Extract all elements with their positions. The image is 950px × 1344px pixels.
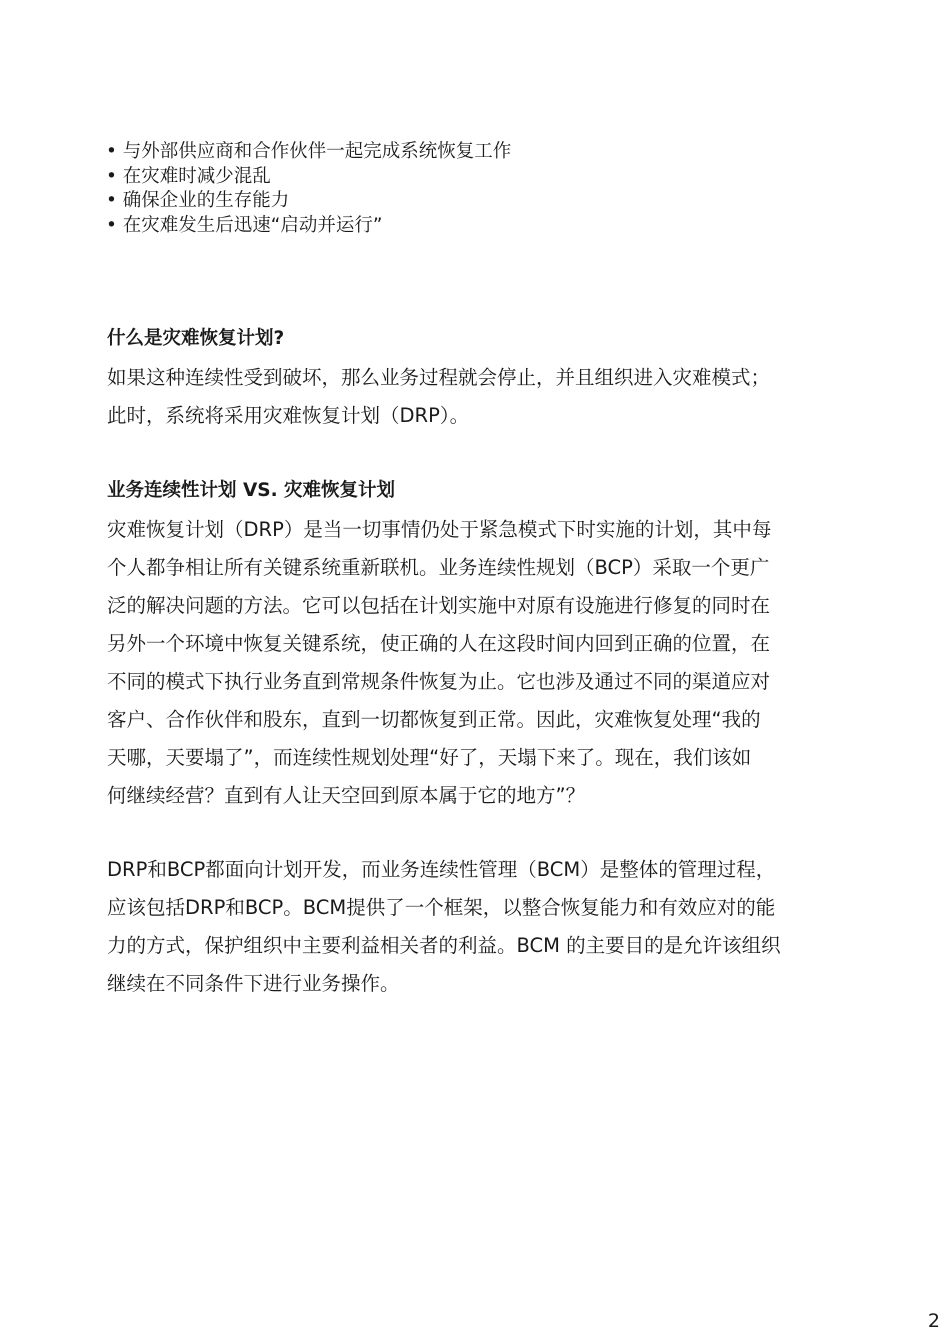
bullet-list: [106, 140, 826, 238]
paragraph-line: 应该包括DRP和BCP。BCM提供了一个框架，以整合恢复能力和有效应对的能: [107, 896, 776, 919]
paragraph: [107, 851, 842, 1003]
paragraph-line: 此时，系统将采用灾难恢复计划（DRP）。: [107, 404, 470, 427]
paragraph-line: 灾难恢复计划（DRP）是当一切事情仍处于紧急模式下时实施的计划，其中每: [107, 518, 772, 541]
paragraph-line: 如果这种连续性受到破坏，那么业务过程就会停止，并且组织进入灾难模式；: [107, 366, 771, 389]
bullet-item: • 与外部供应商和合作伙伴一起完成系统恢复工作: [106, 141, 512, 162]
paragraph: [107, 511, 842, 815]
bullet-item: • 在灾难发生后迅速“启动并运行”: [106, 214, 383, 236]
section-bcm: [107, 851, 842, 1003]
paragraph-line: 力的方式，保护组织中主要利益相关者的利益。BCM 的主要目的是允许该组织: [107, 934, 781, 957]
bullet-item: • 确保企业的生存能力: [106, 190, 290, 211]
section-heading: 什么是灾难恢复计划?: [107, 328, 285, 349]
section-bcp-vs-drp: [107, 477, 842, 815]
section-what-is-drp: [107, 325, 842, 435]
page-number: 2: [927, 1310, 940, 1332]
paragraph-line: 客户、合作伙伴和股东，直到一切都恢复到正常。因此，灾难恢复处理“我的: [107, 708, 761, 731]
paragraph-line: 何继续经营？直到有人让天空回到原本属于它的地方”？: [107, 784, 586, 807]
paragraph-line: 继续在不同条件下进行业务操作。: [107, 972, 400, 995]
paragraph-line: 天哪，天要塌了”，而连续性规划处理“好了，天塌下来了。现在，我们该如: [107, 746, 752, 769]
section-heading: 业务连续性计划 VS. 灾难恢复计划: [107, 480, 396, 501]
paragraph-line: 另外一个环境中恢复关键系统，使正确的人在这段时间内回到正确的位置，在: [107, 632, 771, 655]
paragraph-line: 不同的模式下执行业务直到常规条件恢复为止。它也涉及通过不同的渠道应对: [107, 670, 771, 693]
bullet-item: • 在灾难时减少混乱: [106, 165, 271, 187]
paragraph-line: DRP和BCP都面向计划开发，而业务连续性管理（BCM）是整体的管理过程，: [107, 858, 776, 881]
paragraph-line: 个人都争相让所有关键系统重新联机。业务连续性规划（BCP）采取一个更广: [107, 556, 770, 579]
paragraph: [107, 359, 842, 435]
paragraph-line: 泛的解决问题的方法。它可以包括在计划实施中对原有设施进行修复的同时在: [107, 594, 771, 617]
